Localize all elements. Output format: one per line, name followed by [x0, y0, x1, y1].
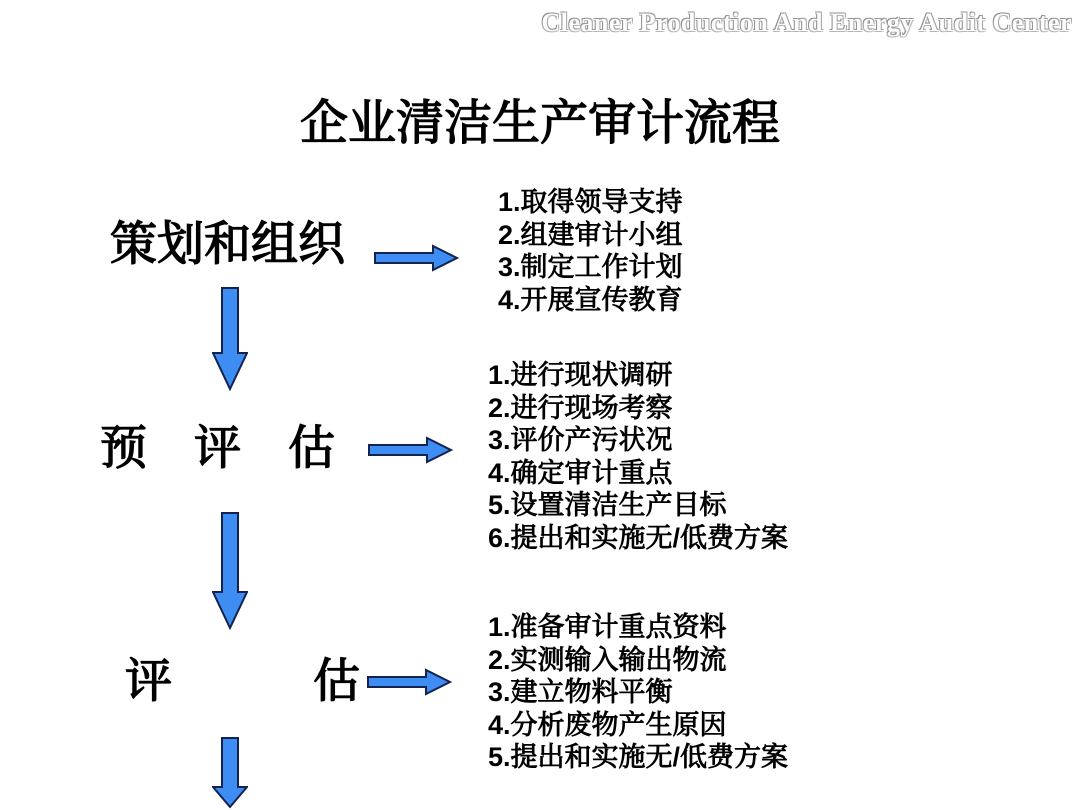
- step-item: 3.评价产污状况: [488, 425, 673, 455]
- down-arrow-shape: [213, 738, 247, 807]
- stage-label-pre-evaluation: 预 评 估: [100, 423, 335, 475]
- step-item: 2.实测输入输出物流: [488, 644, 727, 675]
- down-arrow-shape: [213, 288, 247, 389]
- stage-label-planning: 策划和组织: [110, 219, 345, 271]
- step-item: 2.组建审计小组: [498, 219, 683, 250]
- step-item: 4.分析废物产生原因: [488, 709, 727, 740]
- step-item: 5.提出和实施无/低费方案: [488, 742, 789, 772]
- step-list-evaluation: [488, 611, 788, 774]
- right-arrow-shape: [368, 670, 450, 694]
- right-arrow-shape: [375, 246, 457, 270]
- right-arrow-shape: [369, 438, 451, 462]
- down-arrow-shape: [213, 513, 247, 628]
- step-list-planning: [498, 186, 683, 316]
- down-arrow-icon: [212, 737, 248, 809]
- down-arrow-icon: [212, 512, 248, 630]
- page-title: 企业清洁生产审计流程: [299, 97, 780, 150]
- step-item: 5.设置清洁生产目标: [488, 490, 727, 520]
- step-item: 1.进行现状调研: [488, 360, 673, 390]
- down-arrow-icon: [212, 287, 248, 391]
- step-item: 6.提出和实施无/低费方案: [488, 522, 789, 553]
- step-list-pre-evaluation: [488, 359, 788, 554]
- step-item: 3.制定工作计划: [498, 252, 683, 282]
- step-item: 2.进行现场考察: [488, 392, 673, 423]
- step-item: 4.开展宣传教育: [498, 284, 683, 315]
- step-item: 4.确定审计重点: [488, 457, 673, 488]
- right-arrow-icon: [374, 243, 459, 273]
- watermark-text: Cleaner Production And Energy Audit Center: [541, 8, 1072, 37]
- step-item: 3.建立物料平衡: [488, 677, 673, 707]
- step-item: 1.准备审计重点资料: [488, 612, 727, 642]
- right-arrow-icon: [367, 667, 452, 697]
- step-item: 1.取得领导支持: [498, 187, 683, 217]
- stage-label-evaluation: 评 估: [125, 656, 360, 708]
- right-arrow-icon: [368, 435, 453, 465]
